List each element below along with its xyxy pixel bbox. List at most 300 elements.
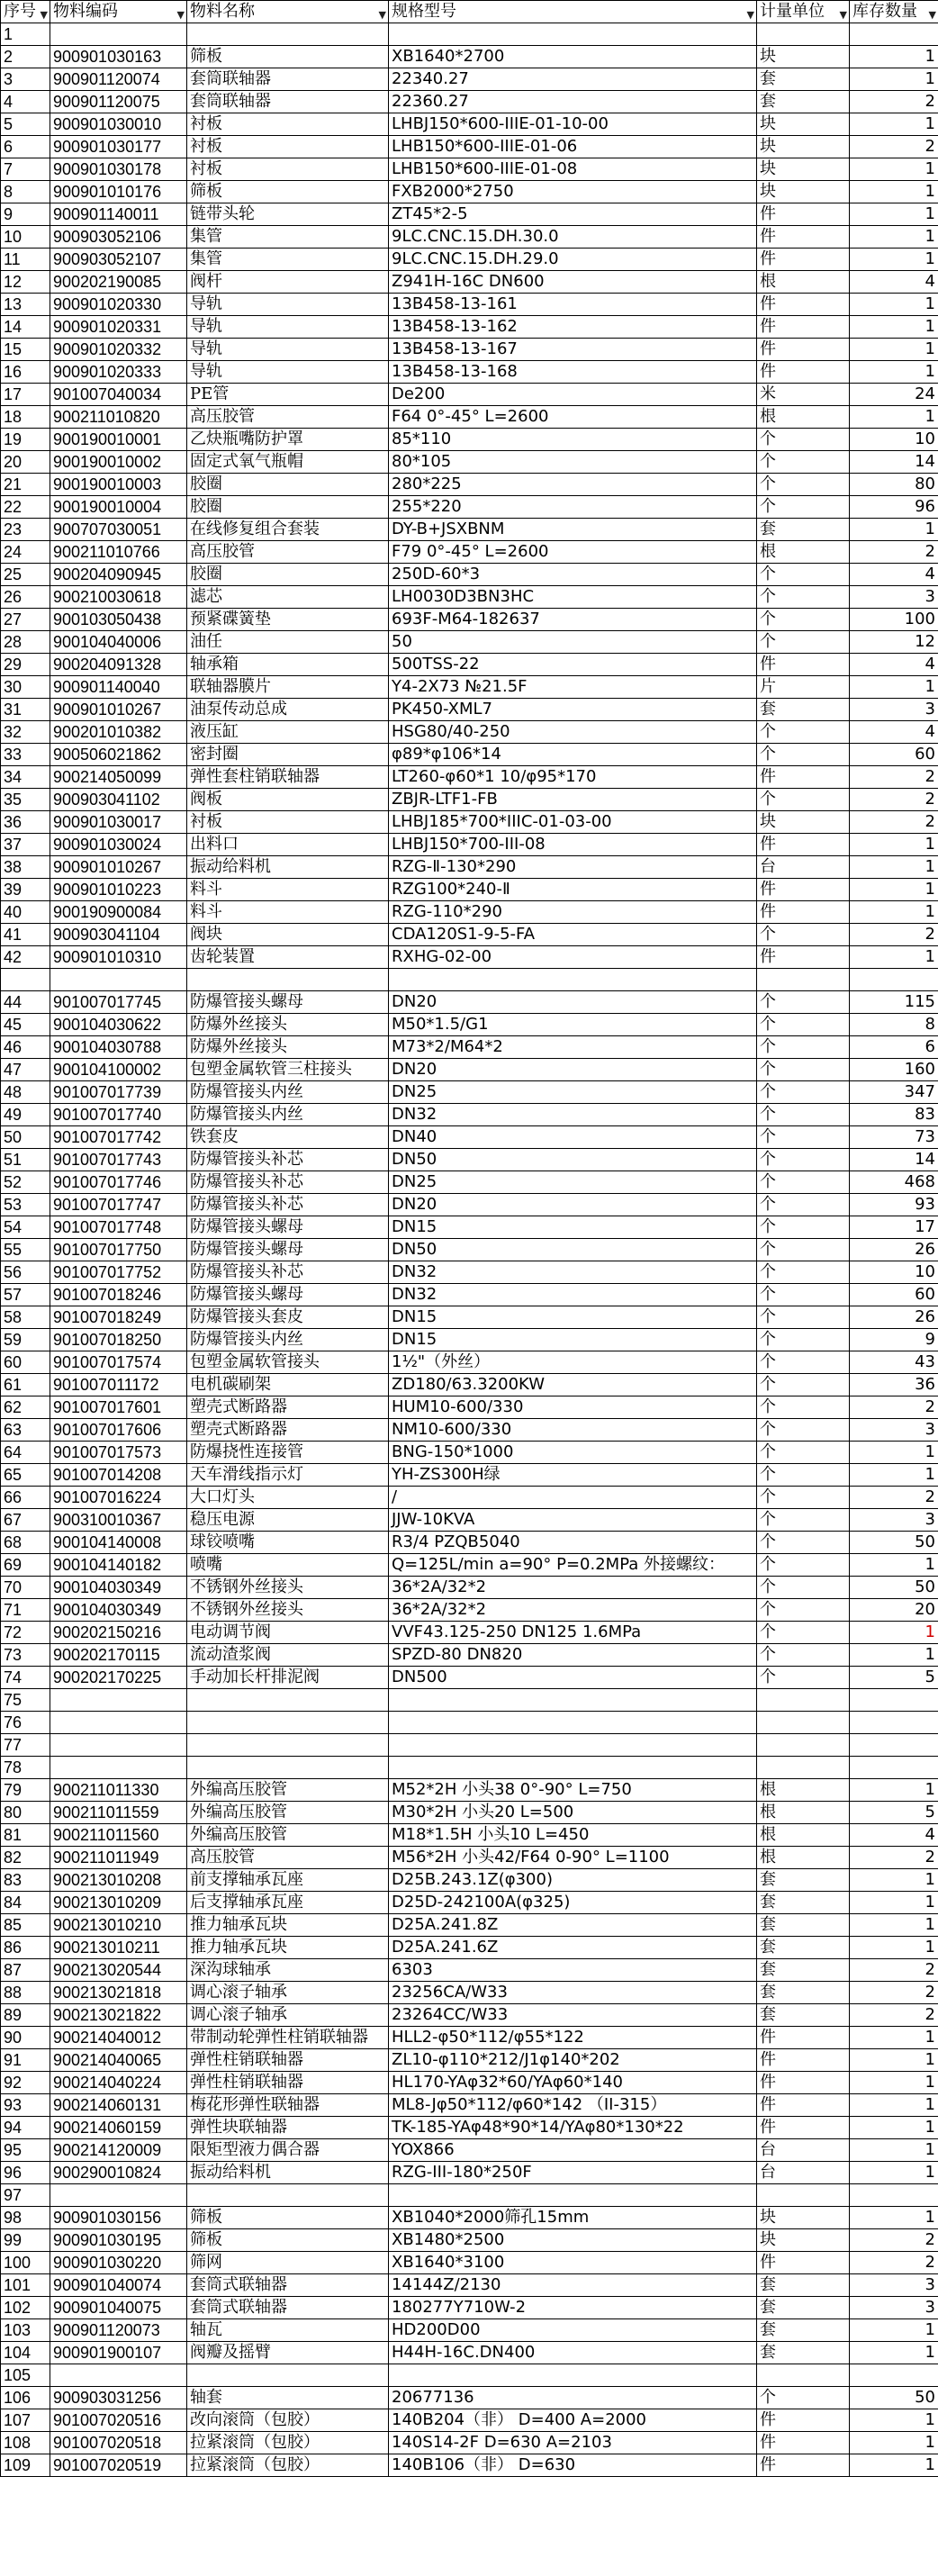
- code-cell[interactable]: 900104030349: [50, 1577, 187, 1599]
- unit-cell[interactable]: 件: [757, 2409, 850, 2432]
- name-cell[interactable]: 防爆管接头螺母: [187, 991, 389, 1014]
- spec-cell[interactable]: 500TSS-22: [389, 654, 757, 676]
- seq-cell[interactable]: 96: [1, 2162, 50, 2184]
- qty-cell[interactable]: 1: [850, 856, 938, 879]
- code-cell[interactable]: 900903041104: [50, 924, 187, 946]
- name-cell[interactable]: [187, 2184, 389, 2207]
- qty-cell[interactable]: 2: [850, 924, 938, 946]
- name-cell[interactable]: 拉紧滚筒（包胶）: [187, 2454, 389, 2477]
- unit-cell[interactable]: 件: [757, 879, 850, 901]
- qty-cell[interactable]: 1: [850, 879, 938, 901]
- unit-cell[interactable]: 个: [757, 1126, 850, 1149]
- seq-cell[interactable]: 81: [1, 1824, 50, 1847]
- seq-cell[interactable]: 25: [1, 564, 50, 586]
- qty-cell[interactable]: 1: [850, 46, 938, 68]
- spec-cell[interactable]: 9LC.CNC.15.DH.29.0: [389, 249, 757, 271]
- qty-cell[interactable]: 1: [850, 1779, 938, 1802]
- name-cell[interactable]: 改向滚筒（包胶）: [187, 2409, 389, 2432]
- spec-cell[interactable]: LHBJ150*600-IIIE-01-10-00: [389, 113, 757, 136]
- qty-cell[interactable]: 1: [850, 1554, 938, 1577]
- seq-cell[interactable]: 49: [1, 1104, 50, 1126]
- qty-cell[interactable]: 2: [850, 91, 938, 113]
- code-cell[interactable]: 901007017606: [50, 1419, 187, 1442]
- seq-cell[interactable]: 29: [1, 654, 50, 676]
- name-cell[interactable]: 防爆管接头补芯: [187, 1194, 389, 1216]
- unit-cell[interactable]: 台: [757, 2162, 850, 2184]
- qty-cell[interactable]: 4: [850, 654, 938, 676]
- unit-cell[interactable]: 台: [757, 2139, 850, 2162]
- spec-cell[interactable]: 22340.27: [389, 68, 757, 91]
- unit-cell[interactable]: 件: [757, 249, 850, 271]
- unit-cell[interactable]: 个: [757, 1059, 850, 1081]
- spec-cell[interactable]: M73*2/M64*2: [389, 1036, 757, 1059]
- code-cell[interactable]: 901007020519: [50, 2454, 187, 2477]
- name-cell[interactable]: 调心滚子轴承: [187, 2004, 389, 2027]
- name-cell[interactable]: 胶圈: [187, 474, 389, 496]
- qty-cell[interactable]: 50: [850, 2387, 938, 2409]
- code-cell[interactable]: 900104100002: [50, 1059, 187, 1081]
- seq-cell[interactable]: 4: [1, 91, 50, 113]
- name-cell[interactable]: 套筒联轴器: [187, 68, 389, 91]
- qty-cell[interactable]: 26: [850, 1239, 938, 1261]
- seq-cell[interactable]: 44: [1, 991, 50, 1014]
- seq-cell[interactable]: 8: [1, 181, 50, 203]
- code-cell[interactable]: 901007017745: [50, 991, 187, 1014]
- seq-cell[interactable]: 31: [1, 699, 50, 721]
- code-cell[interactable]: 900901010267: [50, 699, 187, 721]
- code-cell[interactable]: 900901010176: [50, 181, 187, 203]
- name-cell[interactable]: 导轨: [187, 361, 389, 384]
- qty-cell[interactable]: 2: [850, 2252, 938, 2274]
- spec-cell[interactable]: [389, 969, 757, 991]
- unit-cell[interactable]: 个: [757, 789, 850, 811]
- seq-cell[interactable]: 22: [1, 496, 50, 519]
- qty-cell[interactable]: 347: [850, 1081, 938, 1104]
- qty-cell[interactable]: 10: [850, 429, 938, 451]
- qty-cell[interactable]: 80: [850, 474, 938, 496]
- spec-cell[interactable]: 22360.27: [389, 91, 757, 113]
- spec-cell[interactable]: HUM10-600/330: [389, 1396, 757, 1419]
- spec-cell[interactable]: YH-ZS300H绿: [389, 1464, 757, 1487]
- code-cell[interactable]: 901007020516: [50, 2409, 187, 2432]
- unit-cell[interactable]: 套: [757, 2274, 850, 2297]
- seq-cell[interactable]: 28: [1, 631, 50, 654]
- spec-cell[interactable]: LT260-φ60*1 10/φ95*170: [389, 766, 757, 789]
- seq-cell[interactable]: 34: [1, 766, 50, 789]
- seq-cell[interactable]: 6: [1, 136, 50, 158]
- unit-cell[interactable]: 件: [757, 2027, 850, 2049]
- name-cell[interactable]: 推力轴承瓦块: [187, 1914, 389, 1937]
- name-cell[interactable]: 胶圈: [187, 496, 389, 519]
- qty-cell[interactable]: [850, 2364, 938, 2387]
- name-cell[interactable]: 球铰喷嘴: [187, 1532, 389, 1554]
- spec-cell[interactable]: ZT45*2-5: [389, 203, 757, 226]
- seq-cell[interactable]: 73: [1, 1644, 50, 1667]
- name-cell[interactable]: 拉紧滚筒（包胶）: [187, 2432, 389, 2454]
- unit-cell[interactable]: 个: [757, 1487, 850, 1509]
- unit-cell[interactable]: [757, 1712, 850, 1734]
- code-cell[interactable]: 900214120009: [50, 2139, 187, 2162]
- name-cell[interactable]: 带制动轮弹性柱销联轴器: [187, 2027, 389, 2049]
- qty-cell[interactable]: 24: [850, 384, 938, 406]
- seq-cell[interactable]: 70: [1, 1577, 50, 1599]
- unit-cell[interactable]: 个: [757, 744, 850, 766]
- unit-cell[interactable]: 件: [757, 2094, 850, 2117]
- name-cell[interactable]: 振动给料机: [187, 856, 389, 879]
- code-cell[interactable]: 900104140182: [50, 1554, 187, 1577]
- name-cell[interactable]: [187, 1689, 389, 1712]
- code-cell[interactable]: 900901140040: [50, 676, 187, 699]
- unit-cell[interactable]: 件: [757, 766, 850, 789]
- unit-cell[interactable]: 个: [757, 924, 850, 946]
- qty-cell[interactable]: 1: [850, 158, 938, 181]
- spec-cell[interactable]: D25B.243.1Z(φ300): [389, 1869, 757, 1892]
- qty-cell[interactable]: 468: [850, 1171, 938, 1194]
- spec-cell[interactable]: 250D-60*3: [389, 564, 757, 586]
- qty-cell[interactable]: 1: [850, 901, 938, 924]
- unit-cell[interactable]: 块: [757, 2229, 850, 2252]
- seq-cell[interactable]: 55: [1, 1239, 50, 1261]
- qty-cell[interactable]: 1: [850, 203, 938, 226]
- seq-cell[interactable]: 18: [1, 406, 50, 429]
- unit-cell[interactable]: 块: [757, 46, 850, 68]
- qty-cell[interactable]: 2: [850, 789, 938, 811]
- code-cell[interactable]: 900214060131: [50, 2094, 187, 2117]
- name-cell[interactable]: 链带头轮: [187, 203, 389, 226]
- qty-cell[interactable]: 93: [850, 1194, 938, 1216]
- name-cell[interactable]: 高压胶管: [187, 406, 389, 429]
- spec-cell[interactable]: [389, 2364, 757, 2387]
- spec-cell[interactable]: XB1640*3100: [389, 2252, 757, 2274]
- unit-cell[interactable]: 套: [757, 2319, 850, 2342]
- seq-cell[interactable]: 13: [1, 294, 50, 316]
- spec-cell[interactable]: SPZD-80 DN820: [389, 1644, 757, 1667]
- code-cell[interactable]: 900210030618: [50, 586, 187, 609]
- code-cell[interactable]: 900901030024: [50, 834, 187, 856]
- qty-cell[interactable]: 1: [850, 294, 938, 316]
- unit-cell[interactable]: 个: [757, 1644, 850, 1667]
- spec-cell[interactable]: RXHG-02-00: [389, 946, 757, 969]
- qty-cell[interactable]: 5: [850, 1802, 938, 1824]
- seq-cell[interactable]: 98: [1, 2207, 50, 2229]
- spec-cell[interactable]: 36*2A/32*2: [389, 1577, 757, 1599]
- name-cell[interactable]: 阀板: [187, 789, 389, 811]
- name-cell[interactable]: [187, 1712, 389, 1734]
- unit-cell[interactable]: 个: [757, 1171, 850, 1194]
- seq-cell[interactable]: 62: [1, 1396, 50, 1419]
- name-cell[interactable]: 防爆管接头内丝: [187, 1104, 389, 1126]
- spec-cell[interactable]: Q=125L/min a=90° P=0.2MPa 外接螺纹：: [389, 1554, 757, 1577]
- seq-cell[interactable]: 68: [1, 1532, 50, 1554]
- unit-cell[interactable]: 个: [757, 1081, 850, 1104]
- unit-cell[interactable]: 个: [757, 1622, 850, 1644]
- name-cell[interactable]: 塑壳式断路器: [187, 1419, 389, 1442]
- name-cell[interactable]: 油任: [187, 631, 389, 654]
- unit-cell[interactable]: 个: [757, 1554, 850, 1577]
- name-cell[interactable]: 阀块: [187, 924, 389, 946]
- name-cell[interactable]: 包塑金属软管接头: [187, 1351, 389, 1374]
- code-cell[interactable]: 900104030788: [50, 1036, 187, 1059]
- header-spec[interactable]: 规格型号 ▼: [389, 1, 757, 23]
- spec-cell[interactable]: DN32: [389, 1261, 757, 1284]
- spec-cell[interactable]: ZBJR-LTF1-FB: [389, 789, 757, 811]
- name-cell[interactable]: 外编高压胶管: [187, 1779, 389, 1802]
- spec-cell[interactable]: 36*2A/32*2: [389, 1599, 757, 1622]
- unit-cell[interactable]: 个: [757, 1419, 850, 1442]
- seq-cell[interactable]: 82: [1, 1847, 50, 1869]
- seq-cell[interactable]: 66: [1, 1487, 50, 1509]
- qty-cell[interactable]: 2: [850, 1982, 938, 2004]
- seq-cell[interactable]: 106: [1, 2387, 50, 2409]
- unit-cell[interactable]: 个: [757, 451, 850, 474]
- qty-cell[interactable]: 115: [850, 991, 938, 1014]
- code-cell[interactable]: 900901040075: [50, 2297, 187, 2319]
- name-cell[interactable]: 弹性柱销联轴器: [187, 2072, 389, 2094]
- seq-cell[interactable]: 102: [1, 2297, 50, 2319]
- qty-cell[interactable]: 1: [850, 2162, 938, 2184]
- code-cell[interactable]: 900213010208: [50, 1869, 187, 1892]
- code-cell[interactable]: 900204090945: [50, 564, 187, 586]
- qty-cell[interactable]: 43: [850, 1351, 938, 1374]
- unit-cell[interactable]: 件: [757, 339, 850, 361]
- code-cell[interactable]: 900901010223: [50, 879, 187, 901]
- spec-cell[interactable]: CDA120S1-9-5-FA: [389, 924, 757, 946]
- seq-cell[interactable]: 14: [1, 316, 50, 339]
- unit-cell[interactable]: 套: [757, 699, 850, 721]
- code-cell[interactable]: 901007017739: [50, 1081, 187, 1104]
- unit-cell[interactable]: 块: [757, 2207, 850, 2229]
- code-cell[interactable]: 900901020330: [50, 294, 187, 316]
- spec-cell[interactable]: DN25: [389, 1081, 757, 1104]
- spec-cell[interactable]: H44H-16C.DN400: [389, 2342, 757, 2364]
- name-cell[interactable]: 滤芯: [187, 586, 389, 609]
- qty-cell[interactable]: 1: [850, 519, 938, 541]
- seq-cell[interactable]: 38: [1, 856, 50, 879]
- unit-cell[interactable]: 套: [757, 2342, 850, 2364]
- seq-cell[interactable]: 35: [1, 789, 50, 811]
- code-cell[interactable]: 900901010310: [50, 946, 187, 969]
- unit-cell[interactable]: [757, 1734, 850, 1757]
- seq-cell[interactable]: 101: [1, 2274, 50, 2297]
- unit-cell[interactable]: 个: [757, 1442, 850, 1464]
- name-cell[interactable]: 阀瓣及摇臂: [187, 2342, 389, 2364]
- name-cell[interactable]: [187, 1757, 389, 1779]
- code-cell[interactable]: 901007018250: [50, 1329, 187, 1351]
- qty-cell[interactable]: 2: [850, 811, 938, 834]
- qty-cell[interactable]: 1: [850, 946, 938, 969]
- code-cell[interactable]: 900211010820: [50, 406, 187, 429]
- code-cell[interactable]: 901007017740: [50, 1104, 187, 1126]
- code-cell[interactable]: 900213010210: [50, 1914, 187, 1937]
- unit-cell[interactable]: 件: [757, 834, 850, 856]
- qty-cell[interactable]: 17: [850, 1216, 938, 1239]
- seq-cell[interactable]: 99: [1, 2229, 50, 2252]
- code-cell[interactable]: 900214050099: [50, 766, 187, 789]
- unit-cell[interactable]: 块: [757, 113, 850, 136]
- qty-cell[interactable]: 1: [850, 1622, 938, 1644]
- name-cell[interactable]: 防爆外丝接头: [187, 1036, 389, 1059]
- code-cell[interactable]: 901007017601: [50, 1396, 187, 1419]
- code-cell[interactable]: [50, 23, 187, 46]
- name-cell[interactable]: 防爆管接头补芯: [187, 1171, 389, 1194]
- qty-cell[interactable]: 3: [850, 1419, 938, 1442]
- spec-cell[interactable]: FXB2000*2750: [389, 181, 757, 203]
- code-cell[interactable]: 901007017574: [50, 1351, 187, 1374]
- seq-cell[interactable]: 47: [1, 1059, 50, 1081]
- unit-cell[interactable]: 个: [757, 1284, 850, 1306]
- seq-cell[interactable]: 105: [1, 2364, 50, 2387]
- qty-cell[interactable]: 1: [850, 2117, 938, 2139]
- seq-cell[interactable]: 60: [1, 1351, 50, 1374]
- code-cell[interactable]: [50, 1757, 187, 1779]
- spec-cell[interactable]: LHBJ185*700*IIIC-01-03-00: [389, 811, 757, 834]
- qty-cell[interactable]: 1: [850, 2072, 938, 2094]
- spec-cell[interactable]: 13B458-13-167: [389, 339, 757, 361]
- spec-cell[interactable]: RZG-Ⅱ-130*290: [389, 856, 757, 879]
- name-cell[interactable]: [187, 23, 389, 46]
- unit-cell[interactable]: 根: [757, 1779, 850, 1802]
- code-cell[interactable]: 901007017746: [50, 1171, 187, 1194]
- spec-cell[interactable]: F79 0°-45° L=2600: [389, 541, 757, 564]
- seq-cell[interactable]: 92: [1, 2072, 50, 2094]
- name-cell[interactable]: 联轴器膜片: [187, 676, 389, 699]
- code-cell[interactable]: 900211011949: [50, 1847, 187, 1869]
- unit-cell[interactable]: 个: [757, 721, 850, 744]
- unit-cell[interactable]: 套: [757, 1959, 850, 1982]
- seq-cell[interactable]: 64: [1, 1442, 50, 1464]
- name-cell[interactable]: 出料口: [187, 834, 389, 856]
- code-cell[interactable]: 900901020331: [50, 316, 187, 339]
- name-cell[interactable]: 在线修复组合套装: [187, 519, 389, 541]
- name-cell[interactable]: 液压缸: [187, 721, 389, 744]
- qty-cell[interactable]: 1: [850, 1644, 938, 1667]
- spec-cell[interactable]: LHB150*600-IIIE-01-08: [389, 158, 757, 181]
- spec-cell[interactable]: M52*2H 小头38 0°-90° L=750: [389, 1779, 757, 1802]
- name-cell[interactable]: 喷嘴: [187, 1554, 389, 1577]
- spec-cell[interactable]: DN25: [389, 1171, 757, 1194]
- code-cell[interactable]: 900104040006: [50, 631, 187, 654]
- name-cell[interactable]: 胶圈: [187, 564, 389, 586]
- code-cell[interactable]: 900213021822: [50, 2004, 187, 2027]
- qty-cell[interactable]: 26: [850, 1306, 938, 1329]
- code-cell[interactable]: 900103050438: [50, 609, 187, 631]
- name-cell[interactable]: 弹性块联轴器: [187, 2117, 389, 2139]
- seq-cell[interactable]: 32: [1, 721, 50, 744]
- code-cell[interactable]: 900104030622: [50, 1014, 187, 1036]
- code-cell[interactable]: 900901140011: [50, 203, 187, 226]
- seq-cell[interactable]: 86: [1, 1937, 50, 1959]
- unit-cell[interactable]: 个: [757, 1104, 850, 1126]
- code-cell[interactable]: 901007011172: [50, 1374, 187, 1396]
- name-cell[interactable]: 集管: [187, 226, 389, 249]
- spec-cell[interactable]: [389, 1757, 757, 1779]
- qty-cell[interactable]: 1: [850, 676, 938, 699]
- spec-cell[interactable]: M18*1.5H 小头10 L=450: [389, 1824, 757, 1847]
- filter-dropdown-icon[interactable]: ▼: [378, 9, 386, 21]
- seq-cell[interactable]: 9: [1, 203, 50, 226]
- spec-cell[interactable]: VVF43.125-250 DN125 1.6MPa: [389, 1622, 757, 1644]
- code-cell[interactable]: 900190010003: [50, 474, 187, 496]
- code-cell[interactable]: [50, 2184, 187, 2207]
- qty-cell[interactable]: 60: [850, 1284, 938, 1306]
- spec-cell[interactable]: F64 0°-45° L=2600: [389, 406, 757, 429]
- spec-cell[interactable]: DN32: [389, 1104, 757, 1126]
- spec-cell[interactable]: 140B204（非） D=400 A=2000: [389, 2409, 757, 2432]
- header-unit[interactable]: 计量单位 ▼: [757, 1, 850, 23]
- spec-cell[interactable]: 9LC.CNC.15.DH.30.0: [389, 226, 757, 249]
- unit-cell[interactable]: 个: [757, 1261, 850, 1284]
- qty-cell[interactable]: 2: [850, 1487, 938, 1509]
- spec-cell[interactable]: D25A.241.8Z: [389, 1914, 757, 1937]
- qty-cell[interactable]: 2: [850, 1847, 938, 1869]
- code-cell[interactable]: 900202170115: [50, 1644, 187, 1667]
- seq-cell[interactable]: 53: [1, 1194, 50, 1216]
- spec-cell[interactable]: M50*1.5/G1: [389, 1014, 757, 1036]
- spec-cell[interactable]: [389, 1712, 757, 1734]
- qty-cell[interactable]: 2: [850, 2004, 938, 2027]
- code-cell[interactable]: 901007017743: [50, 1149, 187, 1171]
- code-cell[interactable]: 900190010004: [50, 496, 187, 519]
- name-cell[interactable]: 外编高压胶管: [187, 1824, 389, 1847]
- name-cell[interactable]: 乙炔瓶嘴防护罩: [187, 429, 389, 451]
- name-cell[interactable]: 防爆管接头套皮: [187, 1306, 389, 1329]
- spec-cell[interactable]: YOX866: [389, 2139, 757, 2162]
- name-cell[interactable]: 电动调节阀: [187, 1622, 389, 1644]
- qty-cell[interactable]: 1: [850, 1869, 938, 1892]
- code-cell[interactable]: 900901030220: [50, 2252, 187, 2274]
- code-cell[interactable]: 900213021818: [50, 1982, 187, 2004]
- unit-cell[interactable]: 米: [757, 384, 850, 406]
- seq-cell[interactable]: 26: [1, 586, 50, 609]
- qty-cell[interactable]: 96: [850, 496, 938, 519]
- seq-cell[interactable]: 5: [1, 113, 50, 136]
- qty-cell[interactable]: 1: [850, 2027, 938, 2049]
- unit-cell[interactable]: 台: [757, 856, 850, 879]
- name-cell[interactable]: [187, 2364, 389, 2387]
- name-cell[interactable]: 筛板: [187, 46, 389, 68]
- code-cell[interactable]: 900310010367: [50, 1509, 187, 1532]
- unit-cell[interactable]: 件: [757, 2252, 850, 2274]
- qty-cell[interactable]: [850, 1734, 938, 1757]
- qty-cell[interactable]: 3: [850, 2274, 938, 2297]
- name-cell[interactable]: 齿轮装置: [187, 946, 389, 969]
- spec-cell[interactable]: LHB150*600-IIIE-01-06: [389, 136, 757, 158]
- code-cell[interactable]: 900190900084: [50, 901, 187, 924]
- name-cell[interactable]: 振动给料机: [187, 2162, 389, 2184]
- unit-cell[interactable]: 个: [757, 474, 850, 496]
- seq-cell[interactable]: 76: [1, 1712, 50, 1734]
- code-cell[interactable]: 900104030349: [50, 1599, 187, 1622]
- seq-cell[interactable]: 94: [1, 2117, 50, 2139]
- unit-cell[interactable]: 套: [757, 68, 850, 91]
- seq-cell[interactable]: 19: [1, 429, 50, 451]
- unit-cell[interactable]: 套: [757, 2004, 850, 2027]
- spec-cell[interactable]: [389, 2184, 757, 2207]
- name-cell[interactable]: 高压胶管: [187, 1847, 389, 1869]
- seq-cell[interactable]: 75: [1, 1689, 50, 1712]
- unit-cell[interactable]: 套: [757, 1869, 850, 1892]
- code-cell[interactable]: 900903041102: [50, 789, 187, 811]
- name-cell[interactable]: 流动渣浆阀: [187, 1644, 389, 1667]
- name-cell[interactable]: 前支撑轴承瓦座: [187, 1869, 389, 1892]
- filter-dropdown-icon[interactable]: ▼: [176, 9, 185, 21]
- spec-cell[interactable]: 13B458-13-168: [389, 361, 757, 384]
- code-cell[interactable]: 900901900107: [50, 2342, 187, 2364]
- unit-cell[interactable]: 个: [757, 586, 850, 609]
- seq-cell[interactable]: 16: [1, 361, 50, 384]
- qty-cell[interactable]: 1: [850, 1914, 938, 1937]
- qty-cell[interactable]: 2: [850, 2229, 938, 2252]
